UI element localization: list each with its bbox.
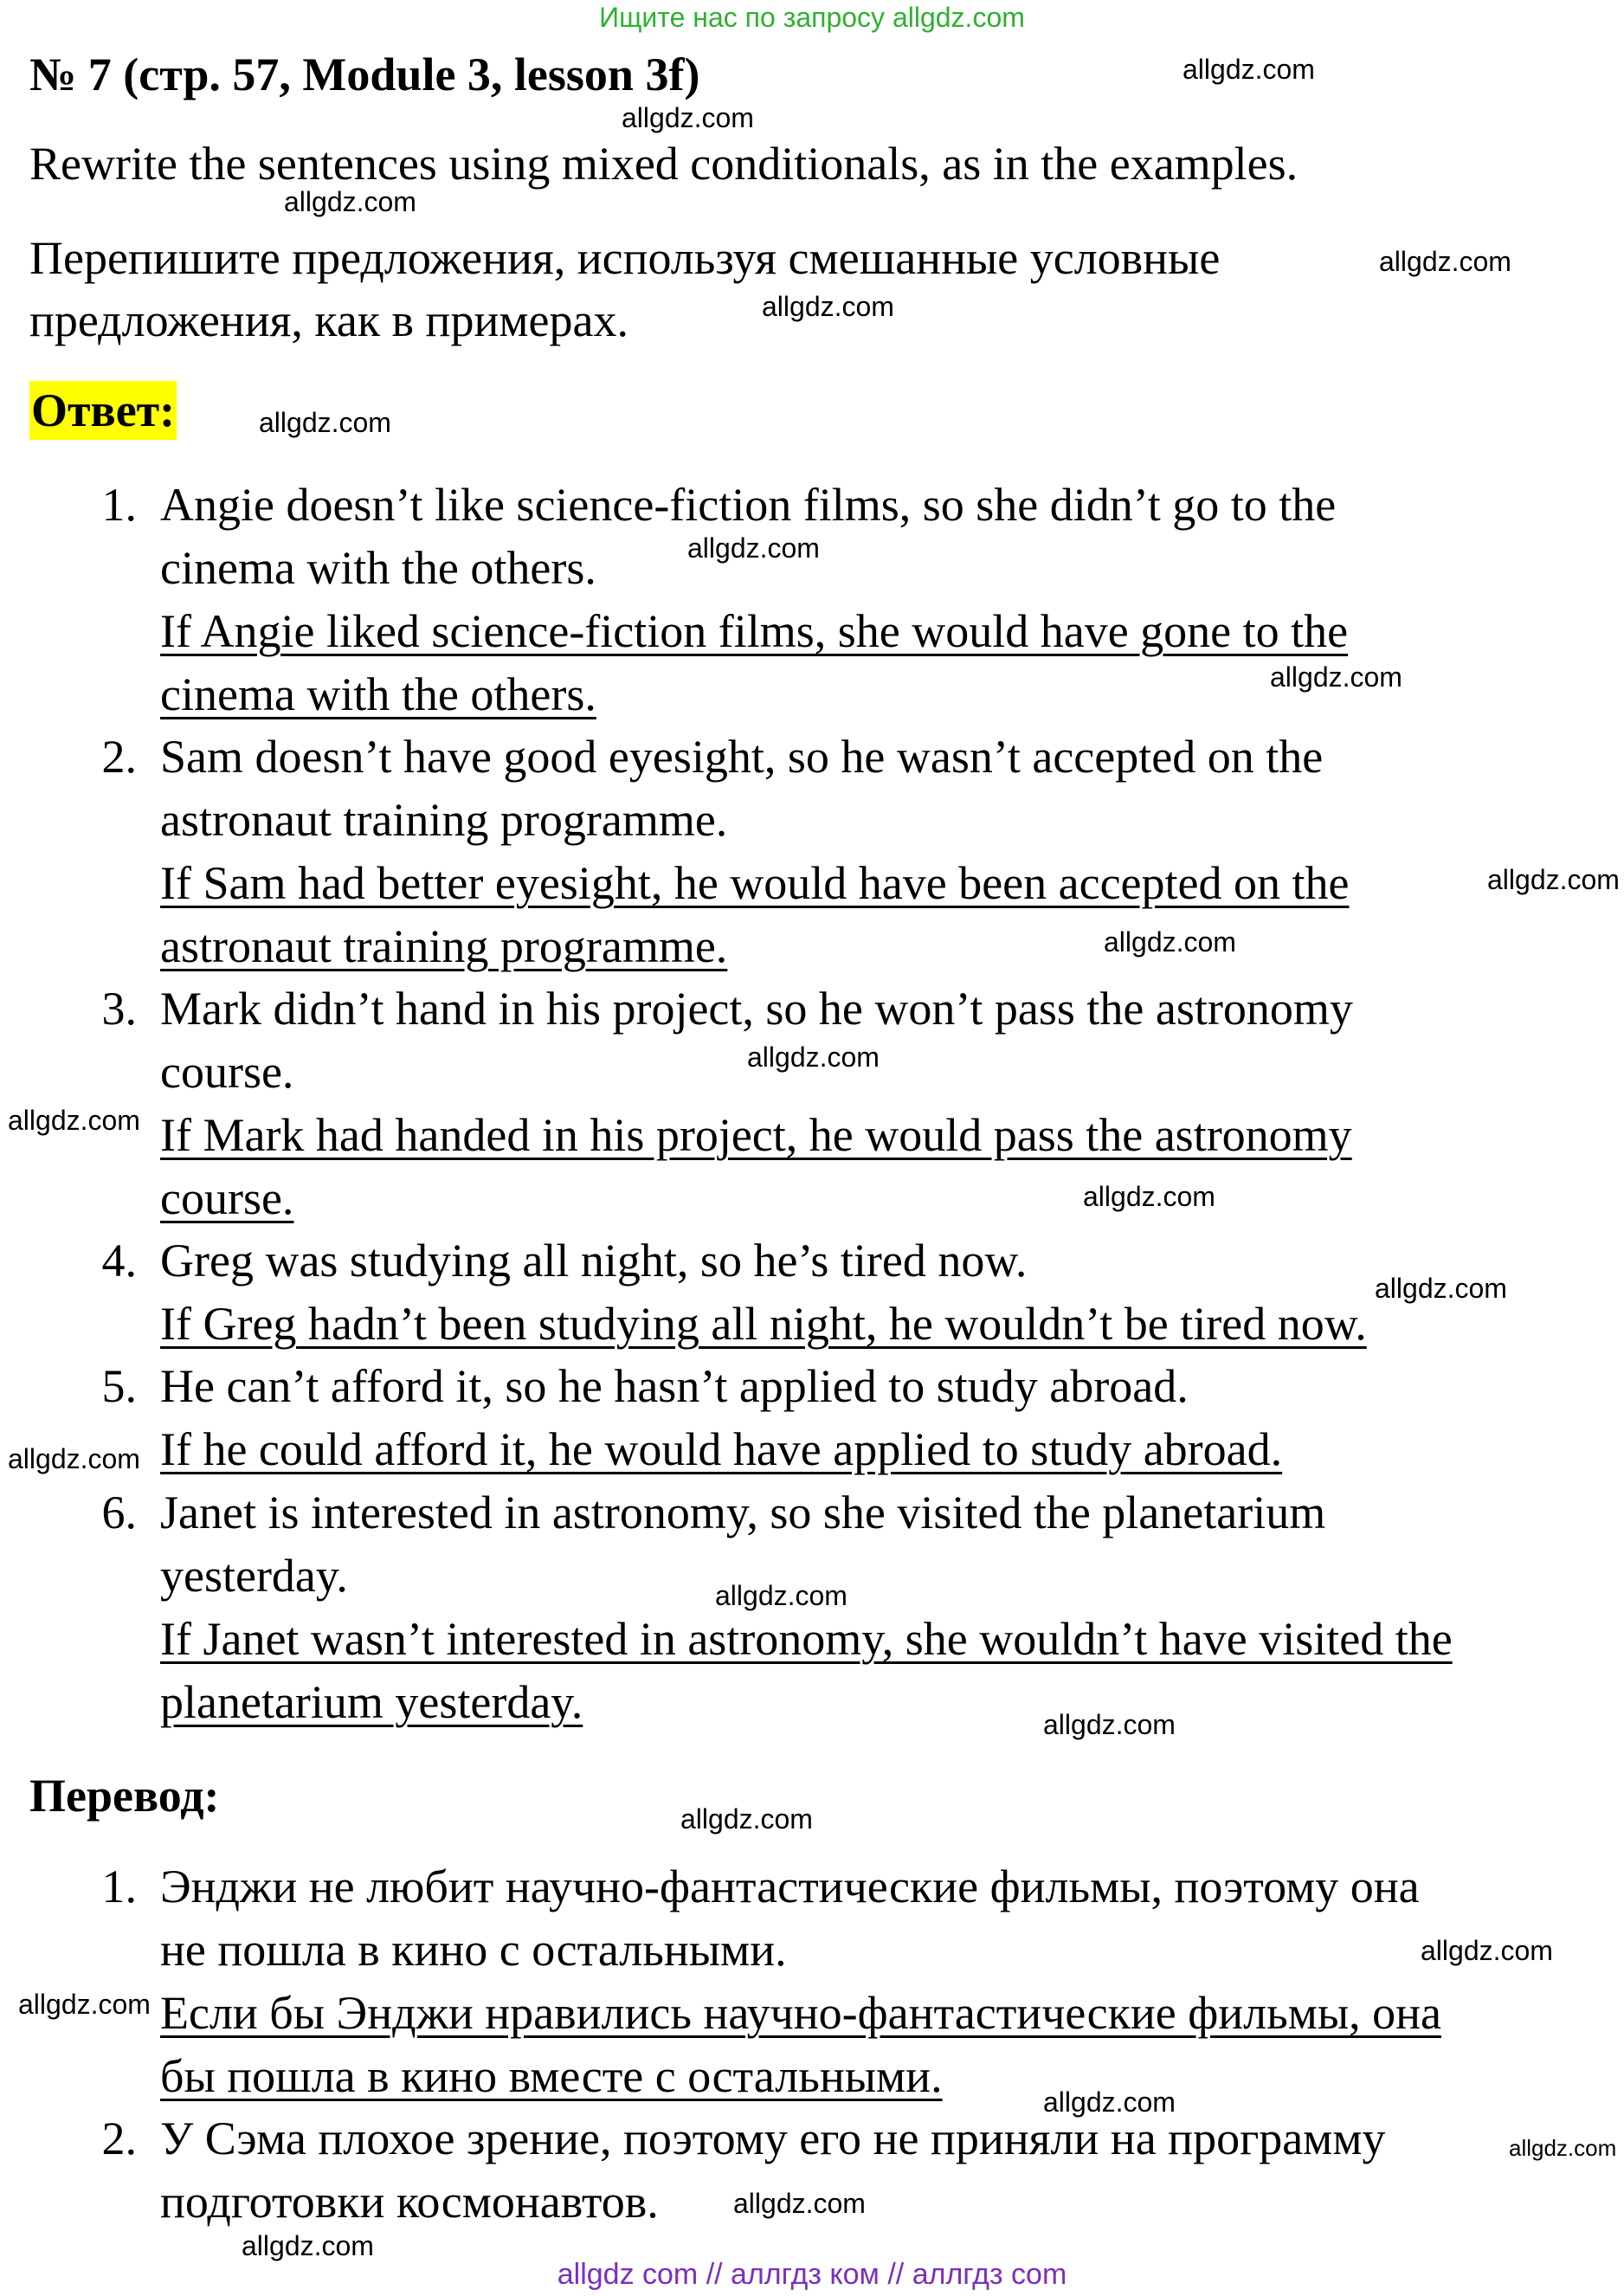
answer-number: 4. bbox=[101, 1235, 137, 1287]
answer-sentence: Sam doesn’t have good eyesight, so he wasn’t accepted on the bbox=[160, 731, 1324, 783]
watermark: allgdz.com bbox=[1104, 926, 1236, 958]
watermark: allgdz.com bbox=[715, 1580, 847, 1611]
answer-label: Ответ: bbox=[29, 381, 177, 440]
watermark: allgdz.com bbox=[1270, 661, 1402, 693]
watermark: allgdz.com bbox=[1083, 1181, 1215, 1212]
watermark: allgdz.com bbox=[259, 407, 391, 438]
answer-sentence: He can’t afford it, so he hasn’t applied to study abroad. bbox=[160, 1360, 1189, 1412]
answer-rewrite: course. bbox=[160, 1172, 294, 1224]
answer-sentence: course. bbox=[160, 1046, 294, 1098]
watermark: allgdz.com bbox=[762, 291, 894, 322]
answer-rewrite: If he could afford it, he would have applied to study abroad. bbox=[160, 1423, 1283, 1475]
watermark: allgdz.com bbox=[1375, 1273, 1507, 1304]
watermark: allgdz.com bbox=[8, 1105, 140, 1136]
answer-number: 3. bbox=[101, 983, 137, 1035]
translation-number: 2. bbox=[101, 2112, 137, 2164]
watermark: allgdz.com bbox=[284, 186, 416, 217]
watermark: allgdz.com bbox=[1487, 864, 1620, 895]
watermark: allgdz.com bbox=[1421, 1935, 1553, 1966]
answer-rewrite: If Mark had handed in his project, he would pass the astronomy bbox=[160, 1109, 1352, 1161]
answer-rewrite: planetarium yesterday. bbox=[160, 1676, 583, 1728]
answer-rewrite: If Greg hadn’t been studying all night, he wouldn’t be tired now. bbox=[160, 1298, 1367, 1350]
watermark: allgdz.com bbox=[1043, 1709, 1176, 1740]
answer-rewrite: cinema with the others. bbox=[160, 668, 596, 720]
watermark: allgdz.com bbox=[733, 2188, 866, 2219]
translation-label: Перевод: bbox=[29, 1770, 220, 1822]
top-banner: Ищите нас по запросу allgdz.com bbox=[599, 2, 1025, 33]
watermark: allgdz.com bbox=[18, 1989, 151, 2020]
answer-number: 5. bbox=[101, 1360, 137, 1412]
footer-watermark: allgdz com // аллгдз ком // аллгдз com bbox=[557, 2258, 1067, 2291]
translation-sentence: не пошла в кино с остальными. bbox=[160, 1924, 787, 1976]
answer-sentence: Mark didn’t hand in his project, so he won’t pass the astronomy bbox=[160, 983, 1353, 1035]
watermark: allgdz.com bbox=[1043, 2086, 1176, 2118]
instruction-ru-line-1: Перепишите предложения, используя смешанные условные bbox=[29, 232, 1221, 284]
watermark: allgdz.com bbox=[687, 532, 820, 564]
translation-rewrite: бы пошла в кино вместе с остальными. bbox=[160, 2050, 943, 2102]
answer-number: 2. bbox=[101, 731, 137, 783]
translation-sentence: подготовки космонавтов. bbox=[160, 2176, 659, 2228]
answer-number: 6. bbox=[101, 1487, 137, 1538]
instruction-en: Rewrite the sentences using mixed conditionals, as in the examples. bbox=[29, 138, 1299, 190]
watermark: allgdz.com bbox=[680, 1803, 813, 1835]
answer-sentence: Janet is interested in astronomy, so she visited the planetarium bbox=[160, 1487, 1326, 1538]
answer-rewrite: If Janet wasn’t interested in astronomy, she wouldn’t have visited the bbox=[160, 1613, 1453, 1665]
watermark: allgdz.com bbox=[747, 1042, 880, 1073]
answer-rewrite: astronaut training programme. bbox=[160, 920, 728, 972]
translation-sentence: Энджи не любит научно-фантастические фильмы, поэтому она bbox=[160, 1861, 1420, 1912]
answer-sentence: astronaut training programme. bbox=[160, 794, 728, 846]
answer-sentence: Greg was studying all night, so he’s tired now. bbox=[160, 1235, 1028, 1287]
watermark: allgdz.com bbox=[242, 2230, 374, 2261]
translation-number: 1. bbox=[101, 1861, 137, 1912]
page-title: № 7 (стр. 57, Module 3, lesson 3f) bbox=[29, 48, 700, 100]
watermark: allgdz.com bbox=[1379, 246, 1511, 277]
watermark: allgdz.com bbox=[622, 102, 754, 133]
instruction-ru-line-2: предложения, как в примерах. bbox=[29, 294, 628, 346]
answer-sentence: cinema with the others. bbox=[160, 542, 596, 594]
answer-rewrite: If Angie liked science-fiction films, she would have gone to the bbox=[160, 605, 1349, 657]
answer-rewrite: If Sam had better eyesight, he would have been accepted on the bbox=[160, 857, 1350, 909]
translation-sentence: У Сэма плохое зрение, поэтому его не приняли на программу bbox=[160, 2112, 1386, 2164]
watermark: allgdz.com bbox=[1509, 2135, 1617, 2161]
translation-rewrite: Если бы Энджи нравились научно-фантастические фильмы, она bbox=[160, 1987, 1442, 2039]
answer-sentence: Angie doesn’t like science-fiction films, so she didn’t go to the bbox=[160, 479, 1337, 531]
answer-sentence: yesterday. bbox=[160, 1550, 348, 1602]
watermark: allgdz.com bbox=[1183, 54, 1315, 85]
answer-number: 1. bbox=[101, 479, 137, 531]
watermark: allgdz.com bbox=[8, 1443, 140, 1474]
